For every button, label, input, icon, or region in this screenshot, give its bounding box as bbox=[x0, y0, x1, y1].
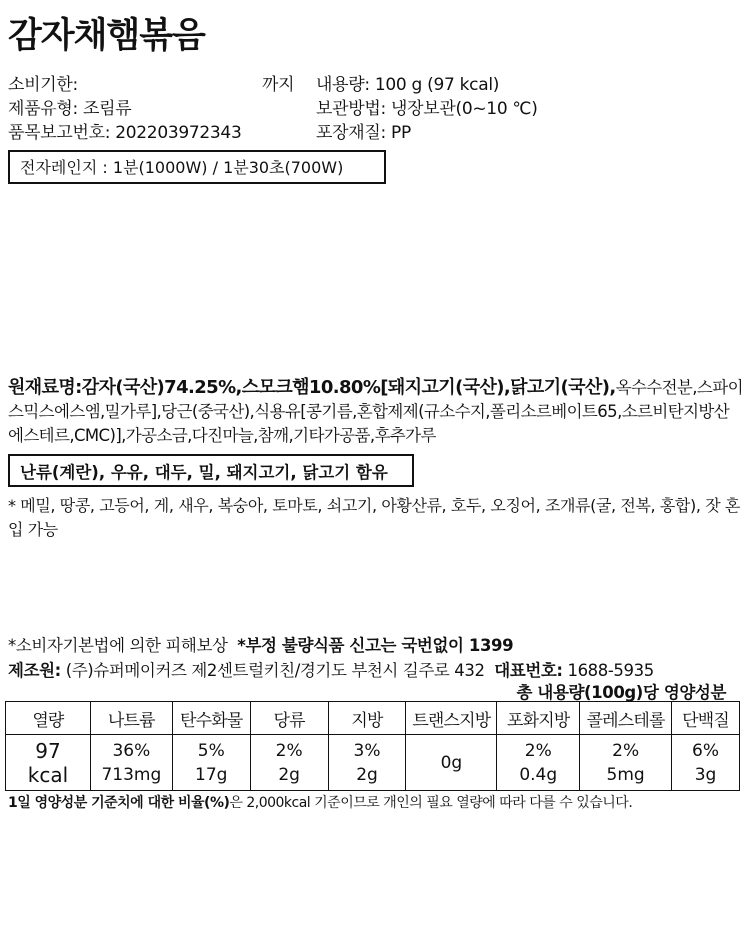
nutrient-value bbox=[250, 735, 328, 791]
allergen-box: 난류(계란), 우유, 대두, 밀, 돼지고기, 닭고기 함유 bbox=[8, 454, 414, 487]
packaging-material: 포장재질: PP bbox=[316, 123, 411, 143]
manufacturer-label: 제조원: bbox=[8, 661, 61, 680]
nutrient-header: 나트륨 bbox=[90, 702, 172, 735]
phone-label: 대표번호: bbox=[494, 661, 563, 680]
content-amount: 내용량: 100 g (97 kcal) bbox=[316, 75, 500, 95]
nutrient-percent: 6% bbox=[692, 740, 720, 761]
nutrient-header: 단백질 bbox=[672, 702, 740, 735]
nutrient-header: 지방 bbox=[328, 702, 406, 735]
product-title: 감자채햄볶음 bbox=[8, 16, 205, 56]
nutrient-value bbox=[497, 735, 580, 791]
nutrient-percent: 97 bbox=[35, 738, 61, 763]
nutrient-percent: 3% bbox=[353, 740, 381, 761]
nutrient-percent: 0g bbox=[440, 752, 463, 773]
nutrient-value bbox=[672, 735, 740, 791]
nutrient-amount: 3g bbox=[694, 764, 717, 785]
nutrient-header: 당류 bbox=[250, 702, 328, 735]
nutrient-value bbox=[406, 735, 497, 791]
nutrient-value bbox=[328, 735, 406, 791]
expiry-label: 소비기한: bbox=[8, 75, 78, 95]
nutrition-table bbox=[5, 701, 740, 791]
nutrient-amount: 0.4g bbox=[519, 764, 558, 785]
storage-method: 보관방법: 냉장보관(0~10 ℃) bbox=[316, 99, 538, 119]
nutrient-amount: 17g bbox=[195, 764, 228, 785]
nutrient-amount: 2g bbox=[278, 764, 300, 785]
nutrient-amount: 5mg bbox=[606, 764, 645, 785]
microwave-instructions: 전자레인지 : 1분(1000W) / 1분30초(700W) bbox=[8, 150, 386, 184]
nutrient-header: 포화지방 bbox=[497, 702, 580, 735]
ingredients-rest: 옥수수전분,스파이스믹스에스엠,밀가루],당근(중국산),식용유[콩기름,혼합제제(규소수지,폴리소르베이트65,소르비탄지방산에스테르,CMC)],가공소금,다진마늘,참깨,기타가공품,후추가루 bbox=[8, 378, 743, 445]
nutrient-header: 트랜스지방 bbox=[406, 702, 497, 735]
expiry-suffix: 까지 bbox=[262, 75, 295, 95]
nutrient-header: 탄수화물 bbox=[172, 702, 250, 735]
footnote-bold: 1일 영양성분 기준치에 대한 비율(%) bbox=[8, 795, 230, 811]
nutrient-header: 콜레스테롤 bbox=[580, 702, 672, 735]
nutrition-title: 총 내용량(100g)당 영양성분 bbox=[516, 683, 726, 702]
nutrient-value bbox=[90, 735, 172, 791]
nutrient-value bbox=[172, 735, 250, 791]
compensation-note: *소비자기본법에 의한 피해보상 bbox=[8, 636, 228, 655]
ingredients-main: 감자(국산)74.25%,스모크햄10.80%[돼지고기(국산),닭고기(국산), bbox=[81, 377, 616, 398]
ingredients bbox=[8, 376, 744, 448]
phone-number: 1688-5935 bbox=[567, 661, 654, 680]
nutrient-amount: kcal bbox=[27, 762, 69, 787]
nutrient-percent: 2% bbox=[275, 740, 303, 761]
manufacturer-value: (주)슈퍼메이커즈 제2센트럴키친/경기도 부천시 길주로 432 bbox=[65, 661, 485, 680]
nutrient-percent: 2% bbox=[524, 740, 552, 761]
nutrient-value bbox=[6, 735, 91, 791]
report-number: 품목보고번호: 202203972343 bbox=[8, 123, 242, 143]
report-note: *부정 불량식품 신고는 국번없이 1399 bbox=[237, 636, 514, 655]
nutrient-amount: 2g bbox=[356, 764, 378, 785]
ingredients-label: 원재료명: bbox=[8, 377, 82, 398]
nutrition-footnote bbox=[8, 792, 632, 812]
nutrient-percent: 5% bbox=[197, 740, 225, 761]
product-type: 제품유형: 조림류 bbox=[8, 99, 132, 119]
footnote-rest: 은 2,000kcal 기준이므로 개인의 필요 열량에 따라 다를 수 있습니다. bbox=[229, 795, 633, 811]
nutrient-amount: 713mg bbox=[101, 764, 162, 785]
nutrient-percent: 2% bbox=[612, 740, 640, 761]
nutrient-value bbox=[580, 735, 672, 791]
cross-contamination-note: * 메밀, 땅콩, 고등어, 게, 새우, 복숭아, 토마토, 쇠고기, 아황산류, 호두, 오징어, 조개류(굴, 전복, 홍합), 잣 혼입 가능 bbox=[8, 496, 740, 539]
nutrient-header: 열량 bbox=[6, 702, 91, 735]
nutrient-percent: 36% bbox=[112, 740, 151, 761]
